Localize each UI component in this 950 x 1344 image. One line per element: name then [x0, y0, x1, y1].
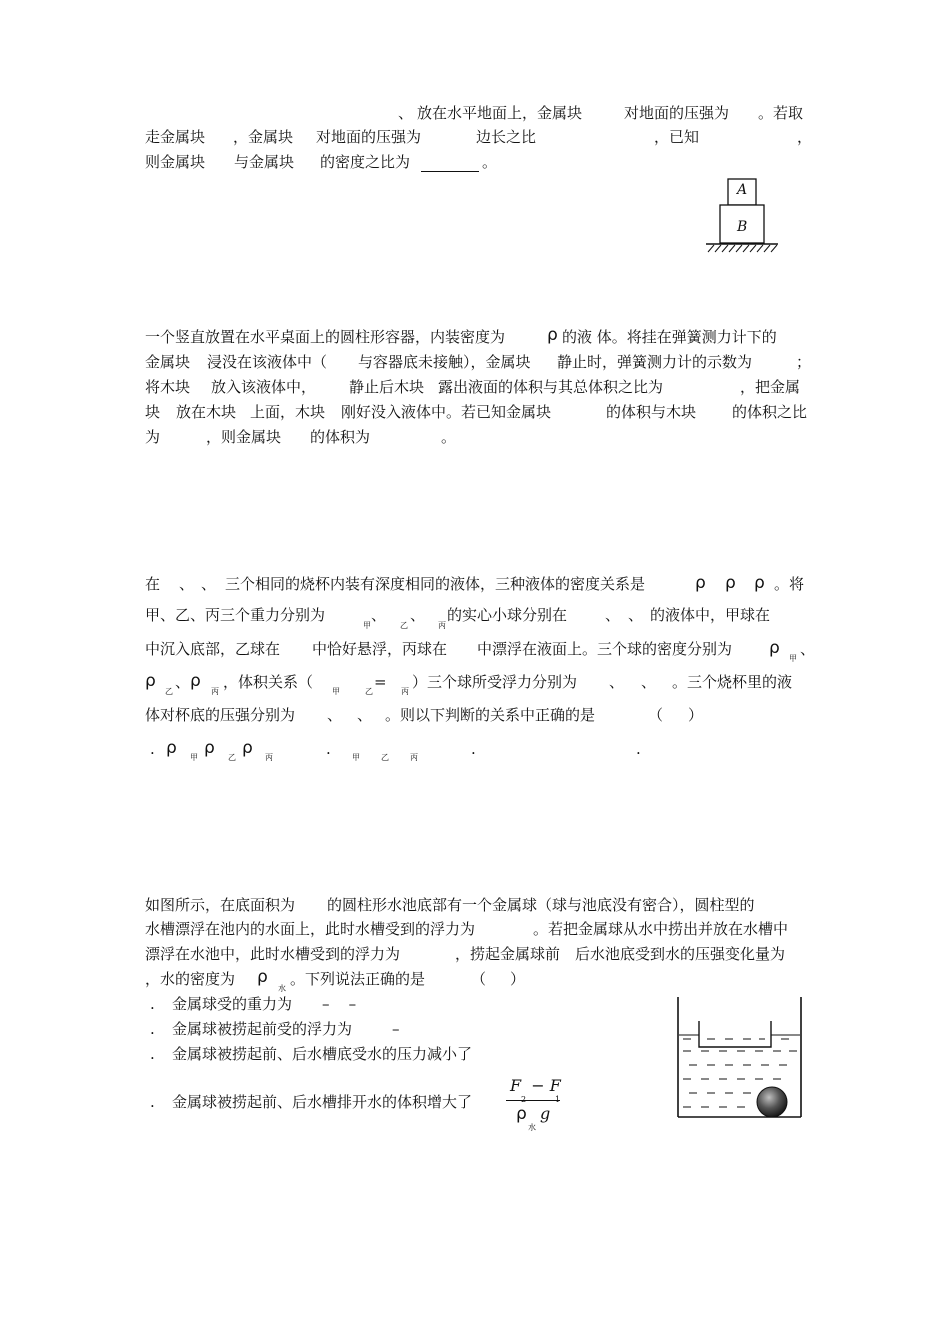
q1-text: ，金属块 [233, 128, 294, 146]
rho-symbol: ρ [754, 573, 765, 593]
subscript-water: 水 [528, 1123, 536, 1132]
q3-text: 甲、乙、丙三个重力分别为 [145, 606, 326, 624]
fraction-bar [506, 1100, 560, 1101]
subscript-yi: 乙 [228, 753, 236, 762]
q4-text: 的圆柱形水池底部有一个金属球（球与池底没有密合），圆柱型的 [327, 896, 755, 914]
q3-text: 。则以下判断的关系中正确的是 [385, 706, 596, 724]
q3-text: 、 [605, 606, 621, 624]
rho-symbol: ρ [204, 738, 215, 758]
q3-text: 、 [609, 673, 625, 691]
option-dot: . [150, 1093, 155, 1111]
subscript-bing: 丙 [265, 753, 273, 762]
q1-text: 的密度之比为 [320, 153, 411, 171]
q3-text: 、 [628, 606, 644, 624]
q4-text: ） [510, 970, 526, 988]
q3-text: 在 [145, 575, 161, 593]
q1-text: ， [797, 128, 813, 146]
option-dot: . [636, 740, 641, 758]
block-b-label: B [737, 219, 748, 235]
q2-text: 刚好没入液体中。若已知金属块 [341, 403, 552, 421]
q3-text: 体对杯底的压强分别为 [145, 706, 296, 724]
rho-symbol: ρ [547, 325, 558, 345]
q2-text: 放入该液体中， [211, 378, 317, 396]
rho-symbol: ρ [242, 738, 253, 758]
q4-option-text: 金属球被捞起前、后水槽排开水的体积增大了 [172, 1093, 473, 1111]
q2-text: 与容器底未接触），金属块 [358, 353, 531, 371]
q2-text: 块 [145, 403, 161, 421]
rho-symbol: ρ [257, 967, 268, 987]
q1-text: 、 [398, 104, 414, 122]
rho-symbol: ρ [516, 1104, 527, 1124]
q4-text: 后水池底受到水的压强变化量为 [575, 945, 786, 963]
subscript-jia: 甲 [363, 621, 371, 630]
option-dot: . [150, 995, 155, 1013]
q2-text: ，把金属 [740, 378, 801, 396]
rho-symbol: ρ [190, 671, 201, 691]
fraction-sub-1: 1 [555, 1095, 561, 1104]
q3-text: ）三个球所受浮力分别为 [412, 673, 578, 691]
rho-symbol: ρ [769, 638, 780, 658]
q2-text: 为 [145, 428, 161, 446]
q3-text: ） [688, 706, 704, 724]
q1-text: 走金属块 [145, 128, 206, 146]
q2-text: 的体积与木块 [606, 403, 697, 421]
q4-option-text: 金属球受的重力为 [172, 995, 293, 1013]
q3-text: 、 [357, 706, 373, 724]
subscript-bing: 丙 [211, 687, 219, 696]
q4-option-text: 金属球被捞起前、后水槽底受水的压力减小了 [172, 1045, 473, 1063]
subscript-jia: 甲 [352, 753, 360, 762]
subscript-jia: 甲 [789, 654, 797, 663]
subscript-yi: 乙 [165, 687, 173, 696]
option-dot: . [471, 740, 476, 758]
q4-option-text: – – [322, 995, 357, 1013]
fraction-numerator: F − F [510, 1076, 561, 1095]
q3-text: 。将 [774, 575, 805, 593]
option-dot: . [150, 1020, 155, 1038]
q2-text: 静止后木块 [349, 378, 425, 396]
q3-text: 、 [327, 706, 343, 724]
q1-text: 对地面的压强为 [624, 104, 730, 122]
q2-text: 放在木块 [176, 403, 237, 421]
q1-text: 。 [482, 153, 498, 171]
q3-text: 的液体中，甲球在 [650, 606, 771, 624]
rho-symbol: ρ [145, 671, 156, 691]
subscript-jia: 甲 [190, 753, 198, 762]
q3-text: 、 [371, 606, 387, 624]
subscript-bing: 丙 [410, 753, 418, 762]
q1-answer-blank[interactable] [421, 155, 479, 172]
fraction-g: g [540, 1104, 551, 1123]
q3-text: 中沉入底部，乙球在 [145, 640, 281, 658]
q1-text: ，已知 [654, 128, 700, 146]
q3-text: 的实心小球分别在 [447, 606, 568, 624]
q2-text: 的体积之比 [732, 403, 808, 421]
q3-text: = [374, 673, 387, 691]
q1-text: 边长之比 [476, 128, 537, 146]
rho-symbol: ρ [725, 573, 736, 593]
q1-text: 对地面的压强为 [316, 128, 422, 146]
subscript-bing: 丙 [438, 621, 446, 630]
q4-text: 。若把金属球从水中捞出并放在水槽中 [533, 920, 789, 938]
q3-text: 、 [800, 640, 816, 658]
q3-text: 、 [175, 673, 191, 691]
rho-symbol: ρ [695, 573, 706, 593]
q3-text: （ [648, 706, 664, 724]
q3-text: 、 [201, 575, 217, 593]
q4-text: 漂浮在水池中，此时水槽受到的浮力为 [145, 945, 401, 963]
q2-text: 金属块 [145, 353, 191, 371]
q2-text: 的液 体。将挂在弹簧测力计下的 [562, 328, 777, 346]
option-dot: . [150, 740, 155, 758]
q2-text: 浸没在该液体中（ [207, 353, 328, 371]
q1-text: 。若取 [758, 104, 804, 122]
subscript-yi: 乙 [400, 621, 408, 630]
subscript-yi: 乙 [381, 753, 389, 762]
q3-text: 中恰好悬浮，丙球在 [312, 640, 448, 658]
q3-text: 、 [641, 673, 657, 691]
q2-text: ，则金属块 [206, 428, 282, 446]
q2-text: 的体积为 [310, 428, 371, 446]
q1-text: 放在水平地面上，金属块 [417, 104, 583, 122]
q1-text: 与金属块 [234, 153, 295, 171]
q2-text: 一个竖直放置在水平桌面上的圆柱形容器，内装密度为 [145, 328, 506, 346]
q2-text: 露出液面的体积与其总体积之比为 [438, 378, 664, 396]
q4-option-text: 金属球被捞起前受的浮力为 [172, 1020, 353, 1038]
q2-text: 上面，木块 [250, 403, 326, 421]
q3-text: 、 [410, 606, 426, 624]
q4-text: 如图所示，在底面积为 [145, 896, 296, 914]
q4-text: 。下列说法正确的是 [290, 970, 426, 988]
rho-symbol: ρ [166, 738, 177, 758]
q4-text: ，水的密度为 [145, 970, 236, 988]
q4-option-text: – [392, 1020, 400, 1038]
option-dot: . [150, 1045, 155, 1063]
q3-text: 、 [179, 575, 195, 593]
q4-text: （ [471, 970, 487, 988]
fraction-sub-2: 2 [521, 1095, 527, 1104]
q3-text: ，体积关系（ [223, 673, 314, 691]
q3-text: 。三个烧杯里的液 [672, 673, 793, 691]
q1-text: 则金属块 [145, 153, 206, 171]
subscript-water: 水 [278, 984, 286, 993]
q4-text: ，捞起金属球前 [455, 945, 561, 963]
q2-text: 将木块 [145, 378, 191, 396]
q3-text: 中漂浮在液面上。三个球的密度分别为 [477, 640, 733, 658]
q4-text: 水槽漂浮在池内的水面上，此时水槽受到的浮力为 [145, 920, 476, 938]
q2-text: ； [796, 353, 812, 371]
option-dot: . [326, 740, 331, 758]
subscript-bing: 丙 [401, 687, 409, 696]
pool-tank-ball-diagram [675, 995, 805, 1121]
block-a-label: A [737, 182, 748, 198]
q2-text: 。 [441, 428, 457, 446]
q2-text: 静止时，弹簧测力计的示数为 [557, 353, 753, 371]
subscript-yi: 乙 [365, 687, 373, 696]
q3-text: 三个相同的烧杯内装有深度相同的液体，三种液体的密度关系是 [225, 575, 646, 593]
subscript-jia: 甲 [332, 687, 340, 696]
